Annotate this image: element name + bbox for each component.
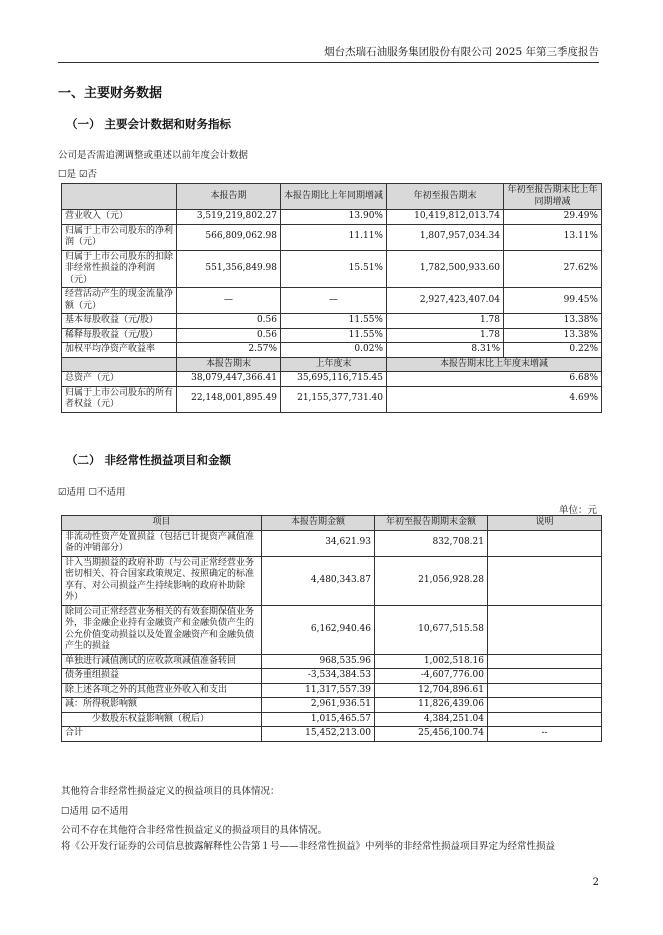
restate-options: ☐是 ☑否: [58, 169, 98, 180]
cell: 832,708.21: [375, 530, 488, 556]
row-label: 归属于上市公司股东的扣除非经常性损益的净利润（元）: [62, 250, 177, 288]
table-header-row-2: [62, 357, 602, 372]
cell: 1,807,957,034.34: [387, 224, 504, 250]
cell: 0.56: [177, 328, 281, 343]
header-cell: [62, 184, 177, 210]
reclassification-statement: 将《公开发行证券的公司信息披露解释性公告第１号——非经常性损益》中列举的非经常性损益项目界定为经常性损益: [61, 841, 556, 852]
subsection-title-2: （二） 非经常性损益项目和金额: [66, 453, 232, 467]
table-row: [62, 328, 602, 343]
cell: 11,317,557.39: [262, 683, 375, 698]
cell: 4,384,251.04: [375, 712, 488, 727]
cell: 34,621.93: [262, 530, 375, 556]
other-items-statement: 公司不存在其他符合非经常性损益定义的损益项目的具体情况。: [61, 825, 328, 836]
cell: 0.02%: [281, 343, 387, 358]
cell: 27.62%: [504, 250, 602, 288]
table-row: [62, 210, 602, 225]
header-cell: 年初至报告期期末金额: [375, 516, 488, 531]
cell: 11.55%: [281, 328, 387, 343]
cell: 21,056,928.28: [375, 556, 488, 605]
cell: 2,961,936.51: [262, 698, 375, 713]
cell: 15,452,213.00: [262, 727, 375, 742]
row-label: 合计: [62, 727, 262, 742]
cell: 8.31%: [387, 343, 504, 358]
row-label: 加权平均净资产收益率: [62, 343, 177, 358]
cell: 10,677,515.58: [375, 605, 488, 654]
cell: 13.11%: [504, 224, 602, 250]
table-row: [62, 314, 602, 329]
row-label: 非流动性资产处置损益（包括已计提资产减值准备的冲销部分）: [62, 530, 262, 556]
table-header-row: [62, 516, 602, 531]
cell: [488, 698, 602, 713]
cell: 38,079,447,366.41: [177, 372, 281, 387]
cell: --: [488, 727, 602, 742]
table-row: [62, 343, 602, 358]
cell: 0.22%: [504, 343, 602, 358]
table-row: [62, 250, 602, 288]
row-label: 除同公司正常经营业务相关的有效套期保值业务外，非金融企业持有金融资产和金融负债产生的公允价值变动损益以及处置金融资产和金融负债产生的损益: [62, 605, 262, 654]
row-label: 计入当期损益的政府补助（与公司正常经营业务密切相关、符合国家政策规定、按照确定的标准享有、对公司损益产生持续影响的政府补助除外）: [62, 556, 262, 605]
cell: 99.45%: [504, 288, 602, 314]
header-cell: 年初至报告期末: [387, 184, 504, 210]
cell: [488, 669, 602, 684]
cell: 3,519,219,802.27: [177, 210, 281, 225]
section-title: 一、主要财务数据: [58, 86, 163, 101]
cell: 13.38%: [504, 328, 602, 343]
cell: 13.38%: [504, 314, 602, 329]
cell: 15.51%: [281, 250, 387, 288]
table-row: [62, 605, 602, 654]
table-row: [62, 556, 602, 605]
row-label: 稀释每股收益（元/股）: [62, 328, 177, 343]
page-number: 2: [592, 877, 599, 888]
cell: 1.78: [387, 314, 504, 329]
cell: [488, 556, 602, 605]
row-label: 经营活动产生的现金流量净额（元）: [62, 288, 177, 314]
cell: 1,782,500,933.60: [387, 250, 504, 288]
header-cell: 本报告期: [177, 184, 281, 210]
table-header-row: [62, 184, 602, 210]
header-cell: [62, 357, 177, 372]
cell: 12,704,896.61: [375, 683, 488, 698]
unit-label: 单位：元: [558, 505, 597, 516]
row-label: 除上述各项之外的其他营业外收入和支出: [62, 683, 262, 698]
header-cell: 本报告期末比上年度末增减: [387, 357, 602, 372]
cell: [488, 605, 602, 654]
cell: 11,826,439.06: [375, 698, 488, 713]
row-label: 基本每股收益（元/股）: [62, 314, 177, 329]
cell: 551,356,849.98: [177, 250, 281, 288]
cell: 25,456,100.74: [375, 727, 488, 742]
subsection-title-1: （一） 主要会计数据和财务指标: [66, 117, 232, 131]
cell: 6.68%: [387, 372, 602, 387]
cell: 1,002,518.16: [375, 654, 488, 669]
header-cell: 本报告期末: [177, 357, 281, 372]
cell: 0.56: [177, 314, 281, 329]
cell: —: [177, 288, 281, 314]
cell: —: [281, 288, 387, 314]
cell: 21,155,377,731.40: [281, 386, 387, 412]
table-row: [62, 386, 602, 412]
page-header: 烟台杰瑞石油服务集团股份有限公司 2025 年第三季度报告: [58, 44, 599, 63]
applicable-options: ☑适用 ☐不适用: [58, 487, 126, 498]
other-items-heading: 其他符合非经常性损益定义的损益项目的具体情况：: [61, 786, 280, 797]
cell: -3,534,384.53: [262, 669, 375, 684]
table-row: [62, 698, 602, 713]
header-cell: 本报告期比上年同期增减: [281, 184, 387, 210]
table-row: [62, 530, 602, 556]
non-recurring-table: [61, 515, 602, 742]
header-cell: 本报告期金额: [262, 516, 375, 531]
cell: 35,695,116,715.45: [281, 372, 387, 387]
financial-data-table: [61, 183, 602, 413]
table-row: [62, 683, 602, 698]
cell: 2.57%: [177, 343, 281, 358]
header-cell: 说明: [488, 516, 602, 531]
header-cell: 上年度末: [281, 357, 387, 372]
cell: -4,607,776.00: [375, 669, 488, 684]
cell: 4.69%: [387, 386, 602, 412]
row-label: 归属于上市公司股东的所有者权益（元）: [62, 386, 177, 412]
cell: 11.11%: [281, 224, 387, 250]
cell: [488, 654, 602, 669]
header-cell: 项目: [62, 516, 262, 531]
cell: [488, 683, 602, 698]
table-row: [62, 224, 602, 250]
cell: 566,809,062.98: [177, 224, 281, 250]
cell: 1,015,465.57: [262, 712, 375, 727]
cell: 29.49%: [504, 210, 602, 225]
cell: 1.78: [387, 328, 504, 343]
cell: 968,535.96: [262, 654, 375, 669]
cell: 22,148,001,895.49: [177, 386, 281, 412]
table-row: [62, 669, 602, 684]
cell: 13.90%: [281, 210, 387, 225]
row-label: 归属于上市公司股东的净利润（元）: [62, 224, 177, 250]
cell: 2,927,423,407.04: [387, 288, 504, 314]
cell: 6,162,940.46: [262, 605, 375, 654]
table-row: [62, 288, 602, 314]
cell: 11.55%: [281, 314, 387, 329]
table-row: [62, 712, 602, 727]
row-label: 少数股东权益影响额（税后）: [62, 712, 262, 727]
table-row: [62, 654, 602, 669]
header-cell: 年初至报告期末比上年同期增减: [504, 184, 602, 210]
cell: 10,419,812,013.74: [387, 210, 504, 225]
cell: 4,480,343.87: [262, 556, 375, 605]
other-items-options: ☐适用 ☑不适用: [61, 806, 129, 817]
cell: [488, 530, 602, 556]
row-label: 单独进行减值测试的应收款项减值准备转回: [62, 654, 262, 669]
row-label: 营业收入（元）: [62, 210, 177, 225]
row-label: 减：所得税影响额: [62, 698, 262, 713]
table-total-row: [62, 727, 602, 742]
row-label: 总资产（元）: [62, 372, 177, 387]
table-row: [62, 372, 602, 387]
row-label: 债务重组损益: [62, 669, 262, 684]
cell: [488, 712, 602, 727]
restate-question: 公司是否需追溯调整或重述以前年度会计数据: [58, 150, 249, 161]
